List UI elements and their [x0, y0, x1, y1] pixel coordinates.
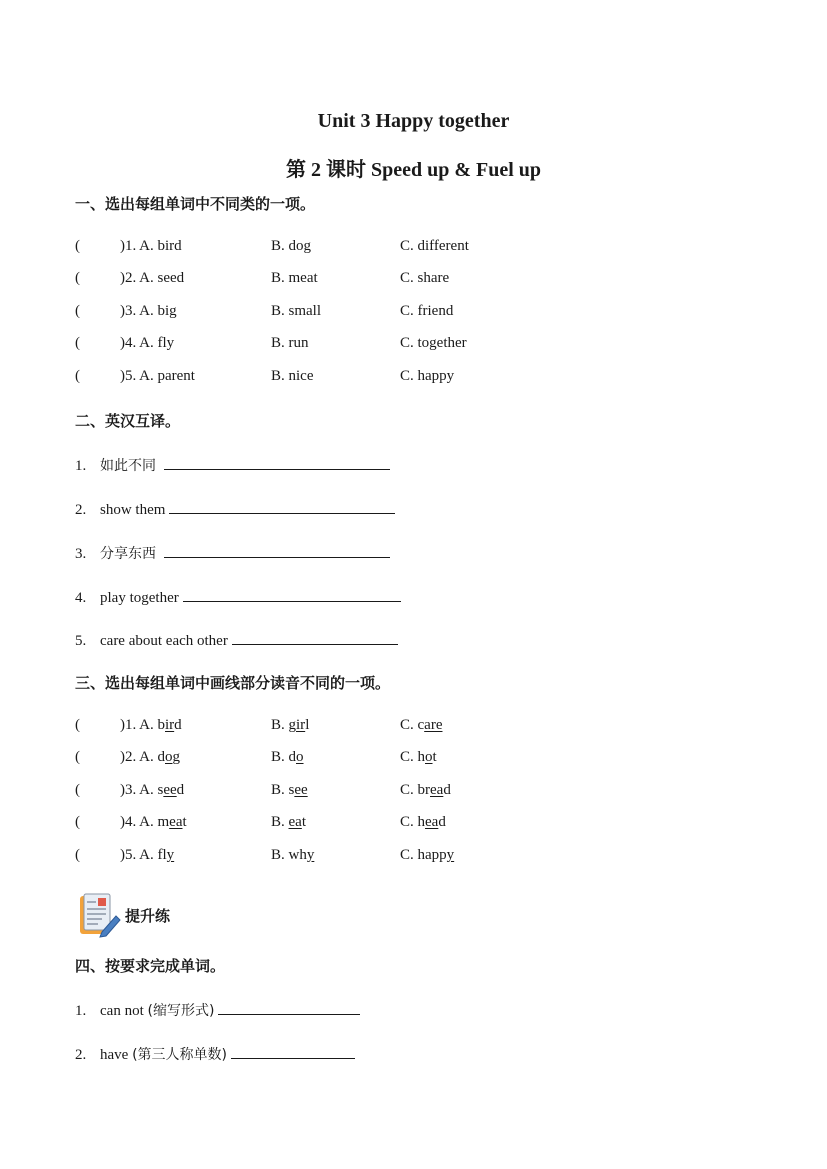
- item-text: show them: [100, 502, 166, 518]
- question-option-a: )2. A. seed: [120, 270, 185, 286]
- item-number: 2.: [75, 502, 87, 518]
- answer-paren[interactable]: (: [75, 749, 80, 765]
- answer-blank[interactable]: [164, 454, 390, 470]
- item-number: 1.: [75, 458, 87, 474]
- answer-blank[interactable]: [231, 1043, 355, 1059]
- underlined-part: ea: [430, 782, 444, 798]
- section1-heading: 一、选出每组单词中不同类的一项。: [75, 195, 316, 213]
- word-part: t: [182, 814, 187, 830]
- underlined-part: ee: [163, 782, 177, 798]
- section3-heading: 三、选出每组单词中画线部分读音不同的一项。: [75, 674, 391, 692]
- answer-paren[interactable]: (: [75, 303, 80, 319]
- s2-item-3: [75, 542, 390, 563]
- item-word: can not: [100, 1003, 144, 1019]
- question-option-b: [271, 814, 306, 831]
- answer-paren[interactable]: (: [75, 717, 80, 733]
- word-part: b: [157, 717, 165, 733]
- question-option-a: [120, 749, 180, 766]
- answer-paren[interactable]: (: [75, 782, 80, 798]
- question-option-a: )3. A. big: [120, 303, 177, 319]
- s2-item-1: [75, 454, 390, 475]
- word-part: l: [305, 717, 310, 733]
- underlined-part: y: [306, 847, 315, 863]
- question-option-c: C. share: [400, 270, 450, 286]
- answer-paren[interactable]: (: [75, 238, 80, 254]
- word-part: B.: [271, 814, 289, 830]
- word-part: d: [174, 717, 182, 733]
- word-part: C. h: [400, 749, 426, 765]
- word-part: B. wh: [271, 847, 307, 863]
- word-part: C. br: [400, 782, 430, 798]
- word-part: fl: [157, 847, 167, 863]
- question-option-a: [120, 814, 187, 831]
- question-option-b: [271, 847, 314, 864]
- answer-paren[interactable]: (: [75, 814, 80, 830]
- word-part: t: [432, 749, 437, 765]
- underlined-part: ir: [296, 717, 306, 733]
- answer-paren[interactable]: (: [75, 270, 80, 286]
- item-text: 如此不同: [100, 458, 156, 474]
- page-title: Unit 3 Happy together: [317, 110, 510, 132]
- item-number: 2.: [75, 1047, 87, 1063]
- underlined-part: ea: [169, 814, 183, 830]
- item-number: 1.: [75, 1003, 87, 1019]
- word-part: d: [443, 782, 451, 798]
- section2-heading: 二、英汉互译。: [75, 412, 181, 430]
- answer-blank[interactable]: [169, 498, 395, 514]
- word-part: d: [176, 782, 185, 798]
- section4-heading: 四、按要求完成单词。: [75, 957, 226, 975]
- worksheet-icon: [78, 892, 122, 938]
- word-part: g: [172, 749, 180, 765]
- underlined-part: o: [165, 749, 173, 765]
- question-option-c: [400, 782, 451, 799]
- question-option-a: )5. A. parent: [120, 368, 195, 384]
- question-option-b: [271, 749, 304, 766]
- item-word: have: [100, 1047, 129, 1063]
- question-option-b: [271, 782, 308, 799]
- underlined-part: y: [446, 847, 455, 863]
- answer-paren[interactable]: (: [75, 335, 80, 351]
- question-option-c: C. together: [400, 335, 467, 351]
- item-hint: (缩写形式): [147, 1003, 215, 1019]
- question-option-c: [400, 717, 442, 734]
- answer-blank[interactable]: [218, 999, 360, 1015]
- item-number: 3.: [75, 546, 87, 562]
- underlined-part: o: [425, 749, 433, 765]
- s4-item-2: [75, 1043, 355, 1064]
- question-option-c: C. different: [400, 238, 469, 254]
- s2-item-2: [75, 498, 395, 519]
- word-part: d: [157, 749, 165, 765]
- question-option-b: [271, 717, 309, 734]
- option-prefix: )2. A.: [120, 749, 158, 765]
- question-option-a: [120, 717, 182, 734]
- underlined-part: are: [424, 717, 443, 733]
- s2-item-5: [75, 629, 398, 650]
- word-part: B. g: [271, 717, 297, 733]
- question-option-b: B. dog: [271, 238, 312, 254]
- word-part: C. c: [400, 717, 425, 733]
- underlined-part: o: [296, 749, 304, 765]
- question-option-b: B. small: [271, 303, 322, 319]
- word-part: C. happ: [400, 847, 447, 863]
- word-part: s: [157, 782, 164, 798]
- question-option-a: )1. A. bird: [120, 238, 182, 254]
- lesson-subtitle: 第 2 课时 Speed up & Fuel up: [285, 159, 542, 181]
- s2-item-4: [75, 586, 401, 607]
- practice-label: 提升练: [125, 907, 171, 925]
- item-hint: (第三人称单数): [132, 1047, 228, 1063]
- word-part: d: [438, 814, 446, 830]
- answer-paren[interactable]: (: [75, 847, 80, 863]
- question-option-b: B. meat: [271, 270, 318, 286]
- answer-blank[interactable]: [232, 629, 398, 645]
- option-prefix: )4. A.: [120, 814, 158, 830]
- underlined-part: ir: [165, 717, 175, 733]
- item-text: 分享东西: [100, 546, 156, 562]
- option-prefix: )5. A.: [120, 847, 158, 863]
- question-option-a: [120, 847, 174, 864]
- answer-blank[interactable]: [183, 586, 401, 602]
- word-part: t: [301, 814, 307, 830]
- answer-blank[interactable]: [164, 542, 390, 558]
- question-option-c: [400, 814, 446, 831]
- option-prefix: )3. A.: [120, 782, 158, 798]
- question-option-a: )4. A. fly: [120, 335, 175, 351]
- underlined-part: y: [166, 847, 175, 863]
- question-option-c: C. happy: [400, 368, 455, 384]
- underlined-part: ea: [425, 814, 439, 830]
- question-option-c: [400, 749, 437, 766]
- question-option-b: B. run: [271, 335, 309, 351]
- question-option-c: [400, 847, 454, 864]
- item-number: 5.: [75, 633, 87, 649]
- underlined-part: ea: [288, 814, 302, 830]
- answer-paren[interactable]: (: [75, 368, 80, 384]
- word-part: C. h: [400, 814, 426, 830]
- word-part: B. s: [271, 782, 295, 798]
- underlined-part: ee: [294, 782, 308, 798]
- item-text: play together: [100, 590, 179, 606]
- item-number: 4.: [75, 590, 87, 606]
- question-option-a: [120, 782, 184, 799]
- word-part: m: [157, 814, 170, 830]
- word-part: B. d: [271, 749, 297, 765]
- question-option-b: B. nice: [271, 368, 314, 384]
- item-text: care about each other: [100, 633, 228, 649]
- s4-item-1: [75, 999, 360, 1020]
- option-prefix: )1. A.: [120, 717, 158, 733]
- question-option-c: C. friend: [400, 303, 454, 319]
